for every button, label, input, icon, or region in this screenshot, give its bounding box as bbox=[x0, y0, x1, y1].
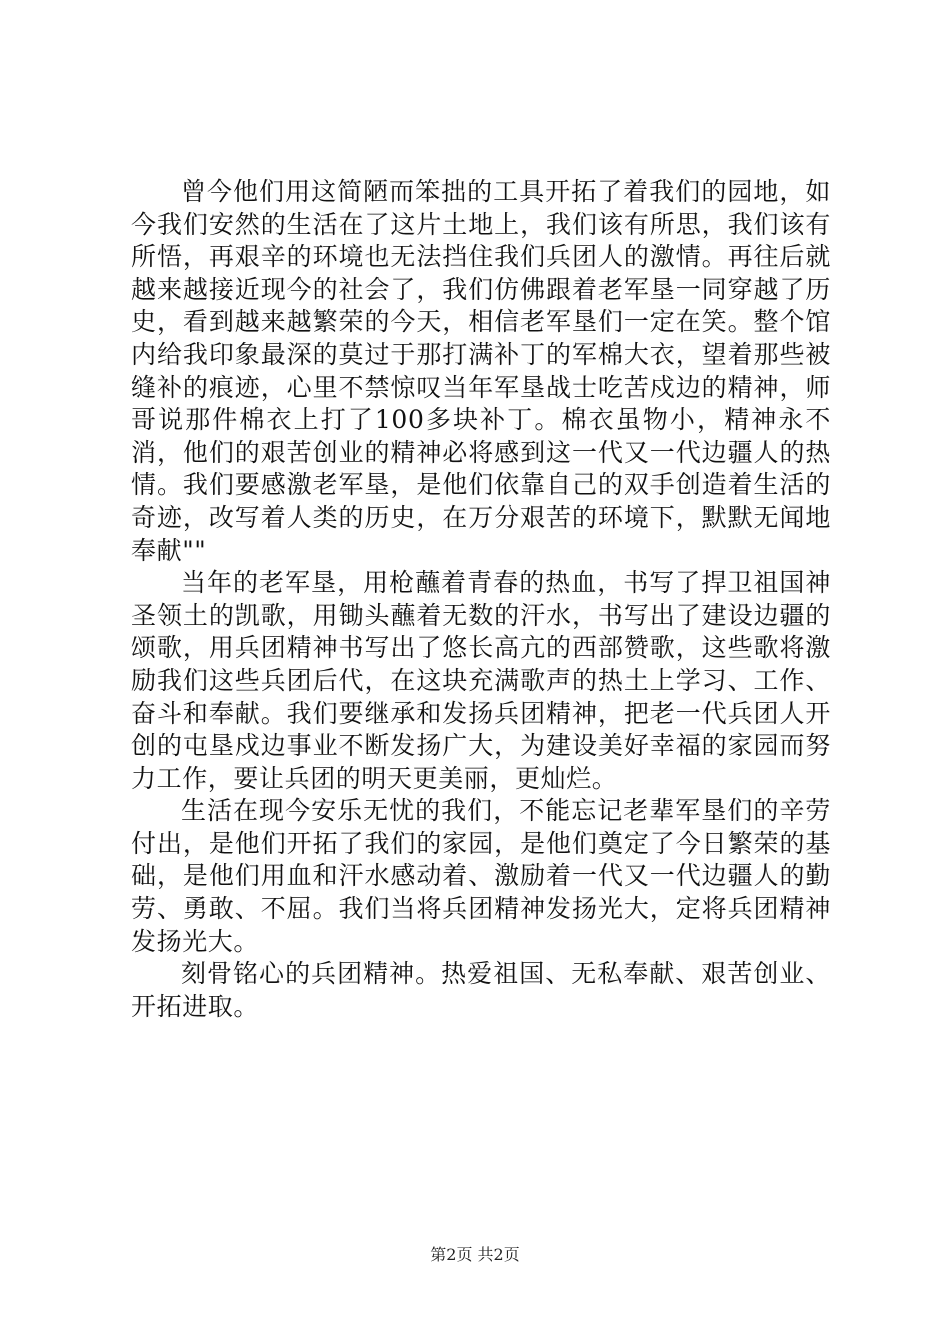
paragraph-3: 生活在现今安乐无忧的我们，不能忘记老辈军垦们的辛劳付出，是他们开拓了我们的家园，是他们奠定了今日繁荣的基础，是他们用血和汗水感动着、激励着一代又一代边疆人的勤劳、勇敢、不屈。我们当将兵团精神发扬光大，定将兵团精神发扬光大。 bbox=[131, 796, 831, 956]
paragraph-1: 曾今他们用这简陋而笨拙的工具开拓了着我们的园地，如今我们安然的生活在了这片土地上，我们该有所思，我们该有所悟，再艰辛的环境也无法挡住我们兵团人的激情。再往后就越来越接近现今的社会了，我们仿佛跟着老军垦一同穿越了历史，看到越来越繁荣的今天，相信老军垦们一定在笑。整个馆内给我印象最深的莫过于那打满补丁的军棉大衣，望着那些被缝补的痕迹，心里不禁惊叹当年军垦战士吃苦戍边的精神，师哥说那件棉衣上打了100多块补丁。棉衣虽物小，精神永不消，他们的艰苦创业的精神必将感到这一代又一代边疆人的热情。我们要感激老军垦，是他们依靠自己的双手创造着生活的奇迹，改写着人类的历史，在万分艰苦的环境下，默默无闻地奉献"" bbox=[131, 177, 831, 565]
paragraph-2: 当年的老军垦，用枪蘸着青春的热血，书写了捍卫祖国神圣领土的凯歌，用锄头蘸着无数的汗水，书写出了建设边疆的颂歌，用兵团精神书写出了悠长高亢的西部赞歌，这些歌将激励我们这些兵团后代，在这块充满歌声的热土上学习、工作、奋斗和奉献。我们要继承和发扬兵团精神，把老一代兵团人开创的屯垦戍边事业不断发扬广大，为建设美好幸福的家园而努力工作，要让兵团的明天更美丽，更灿烂。 bbox=[131, 568, 831, 793]
body-text bbox=[131, 176, 831, 1023]
paragraph-4: 刻骨铭心的兵团精神。热爱祖国、无私奉献、艰苦创业、开拓进取。 bbox=[131, 959, 831, 1021]
page-number-footer: 第2页 共2页 bbox=[430, 1245, 520, 1264]
